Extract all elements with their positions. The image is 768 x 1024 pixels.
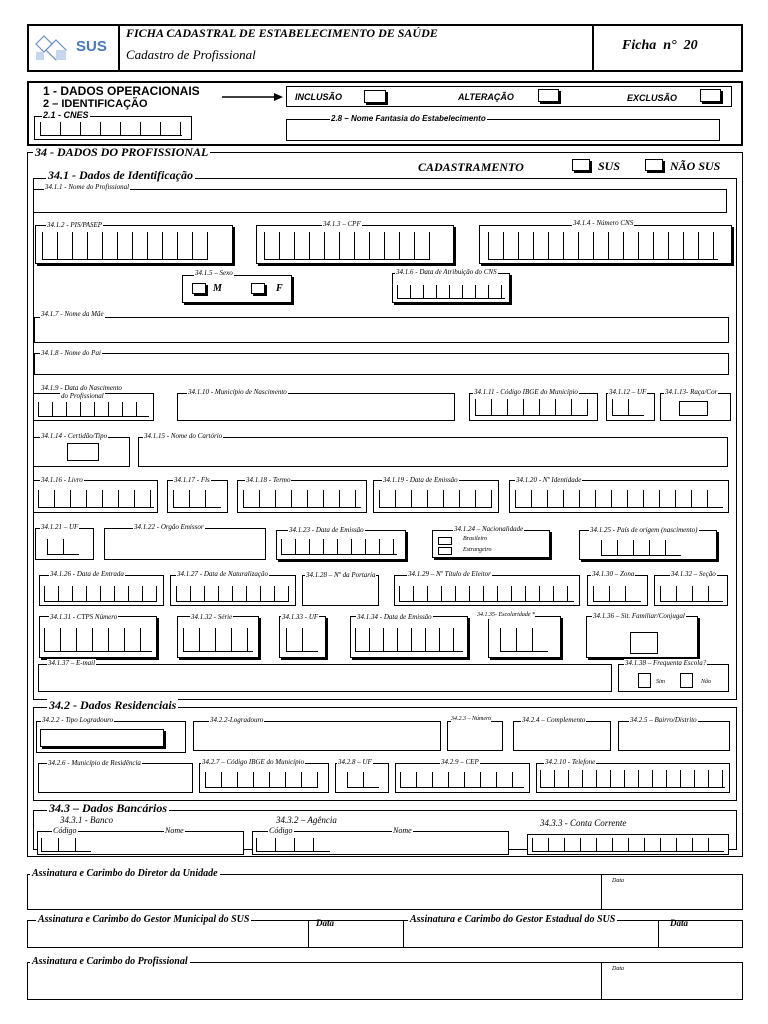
assinatura-profissional-divider (601, 962, 602, 1000)
logradouro-label: 34.2.2-Logradouro (210, 716, 264, 724)
form-subtitle: Cadastro de Profissional (126, 47, 256, 62)
municipio-nascimento-field[interactable] (177, 393, 455, 421)
nome-profissional-field[interactable] (33, 189, 727, 213)
agencia-nome-label: Nome (393, 826, 412, 835)
alteracao-label: ALTERAÇÃO (458, 92, 514, 102)
situacao-familiar-input[interactable] (630, 632, 658, 654)
identidade-ticks (515, 490, 723, 508)
nome-mae-label: 34.1.7 - Nome da Mãe (41, 310, 104, 318)
assinatura-profissional-label: Assinatura e Carimbo do Profissional (32, 956, 188, 967)
exclusao-checkbox[interactable] (700, 89, 721, 102)
frequenta-nao-label: Não (701, 679, 712, 685)
municipio-residencia-label: 34.2.6 - Município de Residência (48, 759, 141, 767)
cadastramento-label: CADASTRAMENTO (418, 160, 524, 174)
nome-fantasia-label: 2.8 – Nome Fantasia do Estabelecimento (331, 114, 486, 123)
ctps-ticks (44, 628, 152, 652)
assinatura-diretor-label: Assinatura e Carimbo do Diretor da Unidade (32, 868, 218, 879)
sexo-m-checkbox[interactable] (192, 283, 206, 294)
frequenta-sim-checkbox[interactable] (638, 673, 651, 688)
complemento-field[interactable] (513, 721, 611, 751)
data-cns-label: 34.1.6 - Data de Atribuição do CNS (396, 268, 497, 276)
gestor-divider-3 (658, 920, 659, 948)
sus-checkbox[interactable] (572, 159, 590, 171)
orgao-emissor-field[interactable] (104, 528, 266, 560)
arrow-icon (222, 89, 284, 99)
tipo-logradouro-label: 34.2.2 - Tipo Logradouro (42, 716, 114, 724)
data-naturalizacao-label: 34.1.27 - Data de Naturalização (177, 570, 268, 578)
serie-ticks (183, 628, 253, 652)
uf-identidade-ticks (47, 539, 79, 555)
gestor-municipal-data: Data (316, 918, 334, 928)
data-emissao-ctps-ticks (355, 628, 463, 652)
sexo-m-label: M (213, 283, 222, 294)
data-entrada-ticks (44, 586, 157, 602)
data-emissao-ctps-label: 34.1.34 - Data de Emissão (357, 613, 432, 621)
agencia-codigo-ticks (256, 838, 330, 852)
portaria-label: 34.1.28 – Nº da Portaria (306, 571, 376, 579)
data-emissao-label: 34.1.19 - Data de Emissão (383, 476, 458, 484)
frequenta-escola-label: 34.1.38 – Frequenta Escola? (625, 659, 707, 667)
pais-origem-ticks (601, 540, 681, 556)
cep-label: 34.2.9 – CEP (441, 758, 479, 766)
orgao-emissor-label: 34.1.22 - Orgão Emissor (134, 523, 204, 531)
data-nascimento-ticks (38, 402, 149, 417)
identificacao-title: 34.1 - Dados de Identificação (48, 168, 193, 182)
termo-ticks (243, 490, 361, 508)
livro-label: 34.1.16 - Livro (41, 476, 83, 484)
uf-ctps-ticks (286, 628, 318, 652)
municipio-residencia-field[interactable] (38, 763, 193, 793)
operacionais-label: 1 - DADOS OPERACIONAIS (43, 84, 200, 98)
numero-field[interactable] (447, 721, 503, 751)
estrangeiro-label: Estrangeiro (463, 547, 492, 553)
data-emissao-ticks (379, 490, 492, 508)
bancarios-title: 34.3 – Dados Bancários (49, 801, 168, 815)
termo-label: 34.1.18 - Termo (246, 476, 291, 484)
email-label: 34.1.37 – E-mail (48, 659, 96, 667)
ibge-residencia-label: 34.2.7 – Código IBGE do Município (202, 758, 305, 766)
bairro-label: 34.2.5 – Bairro/Distrito (630, 716, 697, 724)
escolaridade-ticks (500, 628, 548, 652)
gestor-estadual-label: Assinatura e Carimbo do Gestor Estadual do SUS (410, 914, 616, 925)
titulo-eleitor-label: 34.1.29 – Nº Título de Eleitor (408, 570, 491, 578)
gestor-divider-1 (308, 920, 309, 948)
uf-ctps-label: 34.1.33 - UF (282, 613, 319, 621)
residenciais-title: 34.2 - Dados Residenciais (49, 698, 177, 712)
raca-cor-input[interactable] (679, 401, 708, 416)
header-divider-right (592, 24, 594, 72)
banco-codigo-ticks (41, 838, 91, 852)
cns-ticks (488, 232, 718, 260)
sus-label: SUS (598, 159, 621, 173)
data-entrada-label: 34.1.26 - Data de Entrada (50, 570, 124, 578)
ibge-residencia-ticks (205, 772, 318, 788)
banco-nome-label: Nome (165, 826, 184, 835)
tipo-logradouro-input[interactable] (40, 729, 164, 747)
nome-mae-field[interactable] (34, 317, 729, 343)
inclusao-checkbox[interactable] (364, 90, 386, 103)
nao-sus-label: NÃO SUS (670, 159, 721, 173)
nome-profissional-label: 34.1.1 - Nome do Profissional (45, 183, 130, 191)
logradouro-field[interactable] (193, 721, 441, 751)
brasileiro-checkbox[interactable] (438, 537, 452, 545)
cpf-label: 34.1.3 – CPF (323, 220, 361, 228)
telefone-label: 34.2.10 - Telefone (545, 758, 596, 766)
conta-ticks (532, 838, 724, 852)
bairro-field[interactable] (618, 721, 730, 751)
form-title: FICHA CADASTRAL DE ESTABELECIMENTO DE SAÚDE (126, 26, 438, 40)
email-field[interactable] (38, 664, 612, 692)
uf-identidade-label: 34.1.21 – UF (41, 523, 79, 531)
data-nascimento-label: 34.1.9 - Data do Nascimento (41, 384, 122, 392)
header-divider-left (118, 24, 120, 72)
serie-label: 34.1.32 - Série (191, 613, 233, 621)
livro-ticks (38, 490, 154, 508)
profissional-title: 34 - DADOS DO PROFISSIONAL (35, 145, 209, 159)
zona-label: 34.1.30 – Zona (592, 570, 635, 578)
gestor-divider-2 (403, 920, 404, 948)
identificacao-label: 2 – IDENTIFICAÇÃO (43, 98, 148, 110)
cartorio-label: 34.1.15 - Nome do Cartório (144, 432, 223, 440)
situacao-familiar-label: 34.1.36 – Sit. Familiar/Conjugal (593, 612, 685, 620)
alteracao-checkbox[interactable] (538, 89, 559, 102)
ibge-nascimento-ticks (475, 399, 588, 416)
secao-label: 34.1.32 – Seção (671, 570, 716, 578)
cns-label: 34.1.4 - Número CNS (573, 219, 634, 227)
zona-ticks (593, 586, 641, 602)
agencia-label: 34.3.2 – Agência (276, 815, 337, 825)
data-cns-ticks (397, 285, 505, 299)
certidao-input[interactable] (67, 443, 99, 461)
brasileiro-label: Brasileiro (463, 536, 488, 542)
nao-sus-checkbox[interactable] (645, 159, 663, 171)
cpf-ticks (264, 232, 430, 260)
exclusao-label: EXCLUSÃO (627, 93, 678, 103)
uf-residencia-label: 34.2.8 – UF (338, 758, 372, 766)
sexo-label: 34.1.5 – Sexo (195, 269, 233, 277)
data-nascimento-label-2: do Profissional (61, 392, 104, 400)
escolaridade-label: 34.1.35- Escolaridade * (477, 612, 535, 618)
sexo-f-checkbox[interactable] (251, 283, 265, 294)
nacionalidade-label: 34.1.24 – Nacionalidade (454, 525, 524, 533)
cep-ticks (400, 772, 524, 788)
gestor-estadual-data: Data (670, 918, 688, 928)
pis-label: 34.1.2 - PIS/PASEP (47, 221, 103, 229)
frequenta-escola-field (618, 664, 729, 692)
secao-ticks (660, 586, 723, 602)
conta-label: 34.3.3 - Conta Corrente (540, 818, 627, 828)
uf-nascimento-ticks (612, 399, 644, 416)
cnes-ticks (40, 122, 182, 136)
raca-cor-label: 34.1.13- Raça/Cor (665, 388, 718, 396)
municipio-nascimento-label: 34.1.10 - Município de Nascimento (188, 388, 287, 396)
numero-label: 34.2.3 – Número (451, 716, 492, 722)
nome-pai-field[interactable] (34, 353, 729, 375)
complemento-label: 34.2.4 – Complemento (522, 716, 586, 724)
banco-codigo-label: Código (53, 826, 77, 835)
uf-nascimento-label: 34.1.12 – UF (609, 388, 647, 396)
nome-pai-label: 34.1.8 - Nome do Pai (41, 349, 101, 357)
ctps-label: 34.1.31 - CTPS Número (50, 613, 118, 621)
ibge-nascimento-label: 34.1.11 - Código IBGE do Município (474, 388, 578, 396)
titulo-eleitor-ticks (399, 586, 574, 602)
identidade-label: 34.1.20 - Nº Identidade (516, 476, 582, 484)
fls-ticks (173, 490, 221, 508)
logo-text: SUS (76, 38, 107, 55)
banco-label: 34.3.1 - Banco (60, 815, 113, 825)
assinatura-diretor-data: Data (612, 878, 624, 884)
agencia-codigo-label: Código (269, 826, 293, 835)
data-emissao-2-ticks (281, 539, 397, 555)
cnes-label: 2.1 - CNES (43, 110, 89, 120)
assinatura-profissional-data: Data (612, 966, 624, 972)
uf-residencia-ticks (347, 772, 379, 788)
fls-label: 34.1.17 - Fls (174, 476, 210, 484)
estrangeiro-checkbox[interactable] (438, 547, 452, 555)
assinatura-diretor-divider (601, 874, 602, 910)
frequenta-nao-checkbox[interactable] (680, 673, 693, 688)
data-emissao-2-label: 34.1.23 - Data de Emissão (289, 526, 364, 534)
frequenta-sim-label: Sim (656, 679, 665, 685)
sexo-f-label: F (276, 283, 283, 294)
inclusao-label: INCLUSÃO (295, 92, 342, 102)
cartorio-field[interactable] (138, 437, 728, 467)
pais-origem-label: 34.1.25 - País de origem (nascimento) (590, 526, 698, 534)
gestor-municipal-label: Assinatura e Carimbo do Gestor Municipal do SUS (38, 914, 250, 925)
ficha-number: Ficha n° 20 (622, 38, 698, 53)
portaria-field[interactable] (302, 575, 379, 606)
telefone-ticks (540, 770, 725, 788)
certidao-label: 34.1.14 - Certidão/Tipo (41, 432, 108, 440)
data-naturalizacao-ticks (176, 586, 289, 602)
pis-ticks (42, 232, 208, 260)
